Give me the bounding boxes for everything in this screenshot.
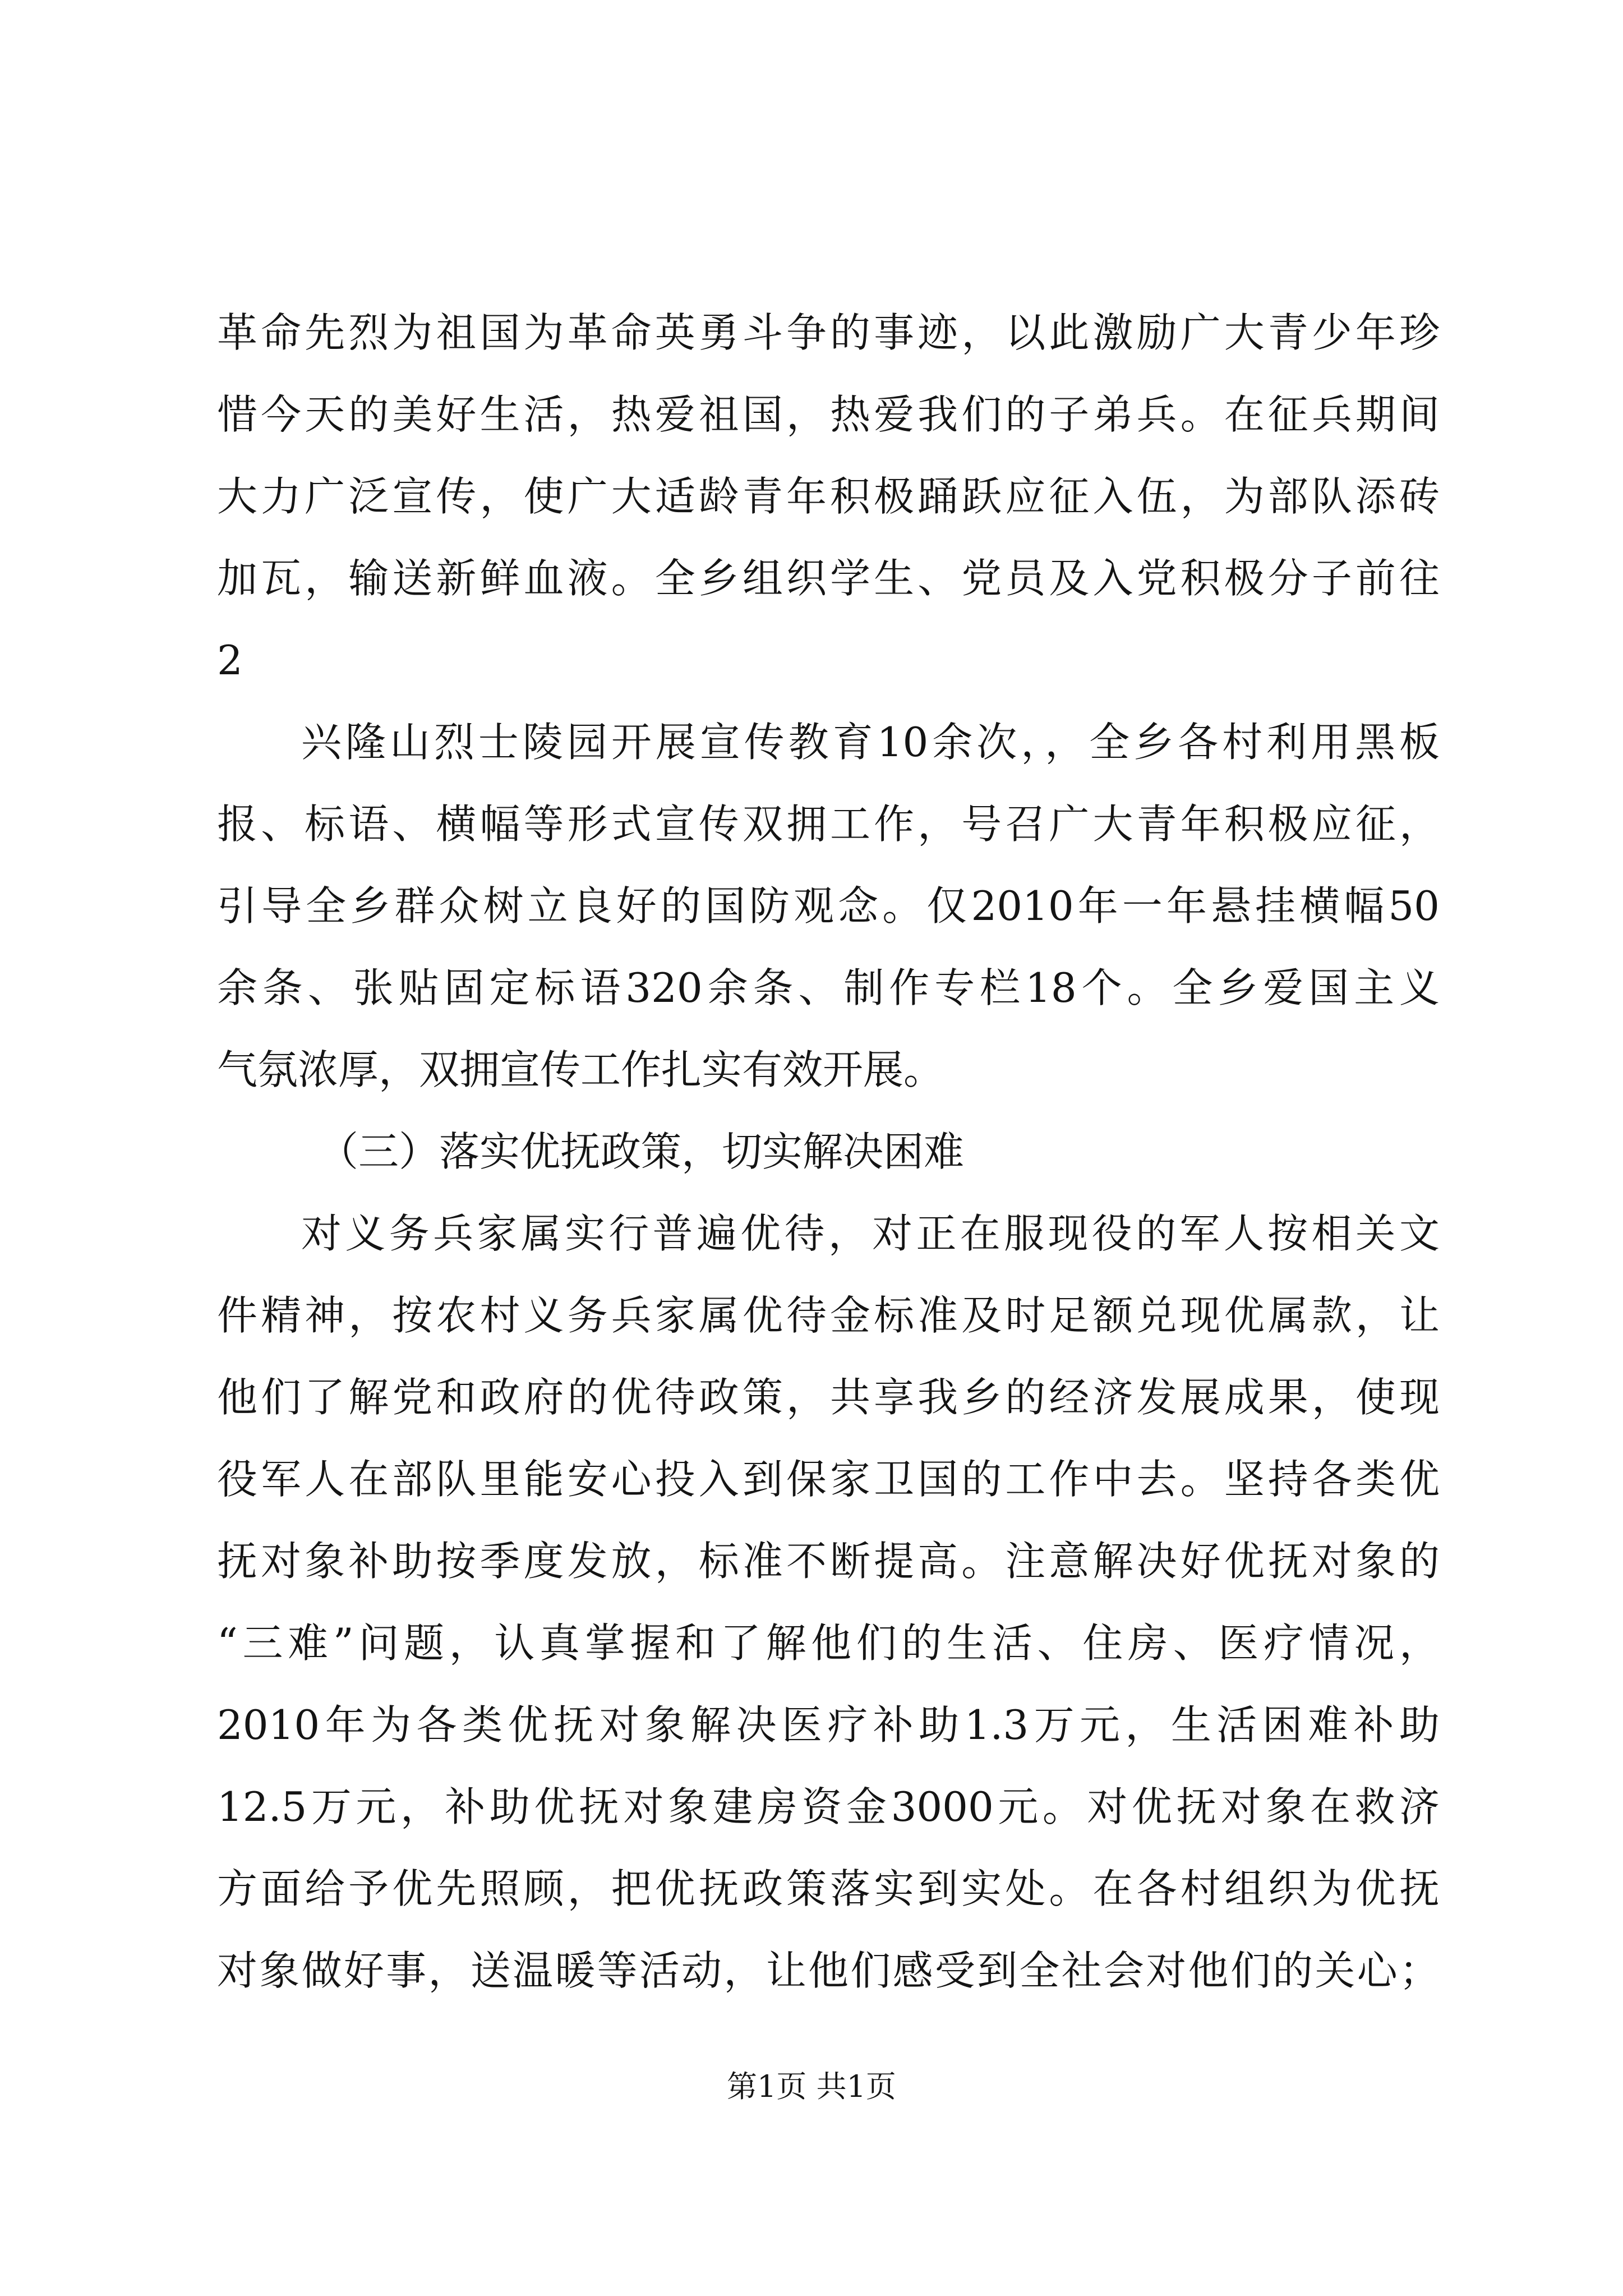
- paragraph-line: 惜今天的美好生活，热爱祖国，热爱我们的子弟兵。在征兵期间: [217, 391, 1440, 438]
- paragraph-line: “三难”问题，认真掌握和了解他们的生活、住房、医疗情况，: [217, 1619, 1440, 1667]
- paragraph-line: 抚对象补助按季度发放，标准不断提高。注意解决好优抚对象的: [217, 1538, 1440, 1585]
- paragraph-line: 革命先烈为祖国为革命英勇斗争的事迹，以此激励广大青少年珍: [217, 309, 1440, 356]
- paragraph-line: 引导全乡群众树立良好的国防观念。仅2010年一年悬挂横幅50: [217, 882, 1440, 930]
- page-footer: 第1页 共1页: [727, 2069, 896, 2104]
- paragraph-line: 报、标语、横幅等形式宣传双拥工作，号召广大青年积极应征，: [217, 800, 1440, 848]
- document-body: [217, 292, 1440, 2012]
- paragraph-line: 大力广泛宣传，使广大适龄青年积极踊跃应征入伍，为部队添砖: [217, 473, 1440, 520]
- paragraph-line: 役军人在部队里能安心投入到保家卫国的工作中去。坚持各类优: [217, 1456, 1440, 1503]
- paragraph-line: 12.5万元，补助优抚对象建房资金3000元。对优抚对象在救济: [217, 1783, 1440, 1830]
- paragraph-line: 气氛浓厚，双拥宣传工作扎实有效开展。: [217, 1046, 944, 1093]
- paragraph-line: 方面给予优先照顾，把优抚政策落实到实处。在各村组织为优抚: [217, 1865, 1440, 1912]
- paragraph-line: 对义务兵家属实行普遍优待，对正在服现役的军人按相关文: [301, 1210, 1440, 1257]
- paragraph-line: 兴隆山烈士陵园开展宣传教育10余次，，全乡各村利用黑板: [301, 719, 1440, 766]
- paragraph-line: 余条、张贴固定标语320余条、制作专栏18个。全乡爱国主义: [217, 964, 1440, 1011]
- paragraph-line: 件精神，按农村义务兵家属优待金标准及时足额兑现优属款，让: [217, 1292, 1440, 1339]
- paragraph-line: 他们了解党和政府的优待政策，共享我乡的经济发展成果，使现: [217, 1374, 1440, 1421]
- paragraph-line: 对象做好事，送温暖等活动，让他们感受到全社会对他们的关心；: [217, 1947, 1440, 1994]
- page-number-marker: 2: [217, 637, 243, 684]
- paragraph-line: 2010年为各类优抚对象解决医疗补助1.3万元，生活困难补助: [217, 1701, 1440, 1749]
- paragraph-line: 加瓦，输送新鲜血液。全乡组织学生、党员及入党积极分子前往: [217, 555, 1440, 602]
- section-heading: （三）落实优抚政策，切实解决困难: [318, 1128, 965, 1175]
